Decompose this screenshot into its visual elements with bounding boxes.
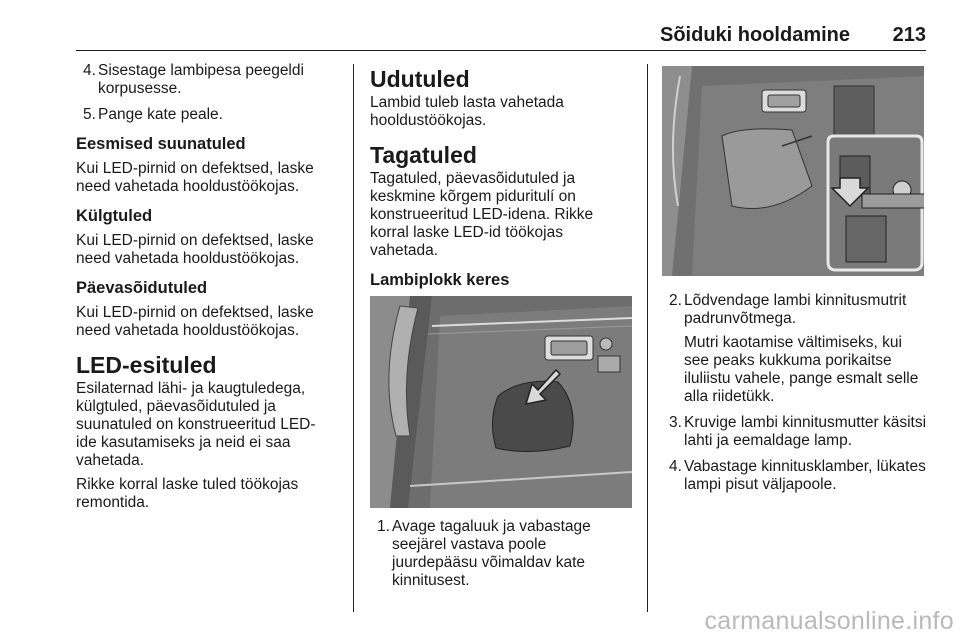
- section-text: Kui LED-pirnid on defektsed, laske need vahetada hooldustöökojas.: [76, 160, 314, 195]
- section-heading-daytime-lights: Päevasõidutuled: [76, 279, 208, 297]
- list-text: Vabastage kinnitusklamber, lükates lampi pisut väljapoole.: [684, 458, 926, 493]
- heading-fog-lights: Udutuled: [370, 66, 470, 92]
- tail-text: Tagatuled, päevasõidutuled ja keskmine kõrgem piduritulí on konstrueeritud LED-idena. Rikke korral laske LED-id töökojas vahetada.: [370, 170, 594, 259]
- list-item: [76, 62, 334, 98]
- heading-tail-lights: Tagatuled: [370, 142, 477, 168]
- list-number: 1.: [377, 518, 390, 535]
- led-paragraph-1: Esilaternad lähi- ja kaugtuledega, külgtuled, päevasõidutuled ja suunatuled on konstrueeritud LED-ide kasutamiseks ja neid ei saa vahetada.: [76, 380, 316, 469]
- trunk-cover-illustration: [370, 296, 632, 508]
- section-heading-front-indicators: Eesmised suunatuled: [76, 135, 246, 153]
- page-header: [76, 18, 926, 51]
- column-2: [370, 62, 632, 598]
- list-number: 5.: [83, 106, 96, 123]
- section-text: Kui LED-pirnid on defektsed, laske need vahetada hooldustöökojas.: [76, 304, 314, 339]
- section-heading-side-lights: Külgtuled: [76, 207, 153, 225]
- list-text: Kruvige lambi kinnitusmutter käsitsi lahti ja eemaldage lamp.: [684, 414, 927, 449]
- column-3: [662, 62, 928, 502]
- list-text: Sisestage lambipesa peegeldi korpusesse.: [98, 62, 304, 97]
- list-item: [370, 518, 632, 590]
- list-item: [662, 292, 928, 406]
- list-text: Lõdvendage lambi kinnitusmutrit padrunvõtmega.: [684, 292, 907, 327]
- section-text: Kui LED-pirnid on defektsed, laske need vahetada hooldustöökojas.: [76, 232, 314, 267]
- header-title: Sõiduki hooldamine: [659, 24, 850, 46]
- list-number: 3.: [669, 414, 682, 431]
- list-subtext: Mutri kaotamise vältimiseks, kui see peaks kukkuma porikaitse iluliistu vahele, pange esmalt selle alla riidetükk.: [684, 334, 919, 405]
- list-text: Avage tagaluuk ja vabastage seejärel vastava poole juurdepääsu võimaldav kate kinnitusest.: [392, 518, 591, 589]
- list-number: 2.: [669, 292, 682, 309]
- list-text: Pange kate peale.: [98, 106, 223, 123]
- column-divider-1: [353, 64, 354, 612]
- column-divider-2: [647, 64, 648, 612]
- column-1: [76, 62, 334, 518]
- lamp-nut-illustration: [662, 66, 924, 276]
- led-paragraph-2: Rikke korral laske tuled töökojas remontida.: [76, 476, 299, 511]
- watermark: carmanualsonline.info: [704, 607, 954, 635]
- list-number: 4.: [83, 62, 96, 79]
- list-number: 4.: [669, 458, 682, 475]
- list-item: [76, 106, 334, 124]
- list-item: [662, 414, 928, 450]
- heading-led-headlights: LED-esituled: [76, 352, 217, 378]
- heading-lower-lamp-unit: Lambiplokk keres: [370, 271, 510, 289]
- fog-text: Lambid tuleb lasta vahetada hooldustöökojas.: [370, 94, 564, 129]
- page-number: 213: [892, 24, 926, 46]
- list-item: [662, 458, 928, 494]
